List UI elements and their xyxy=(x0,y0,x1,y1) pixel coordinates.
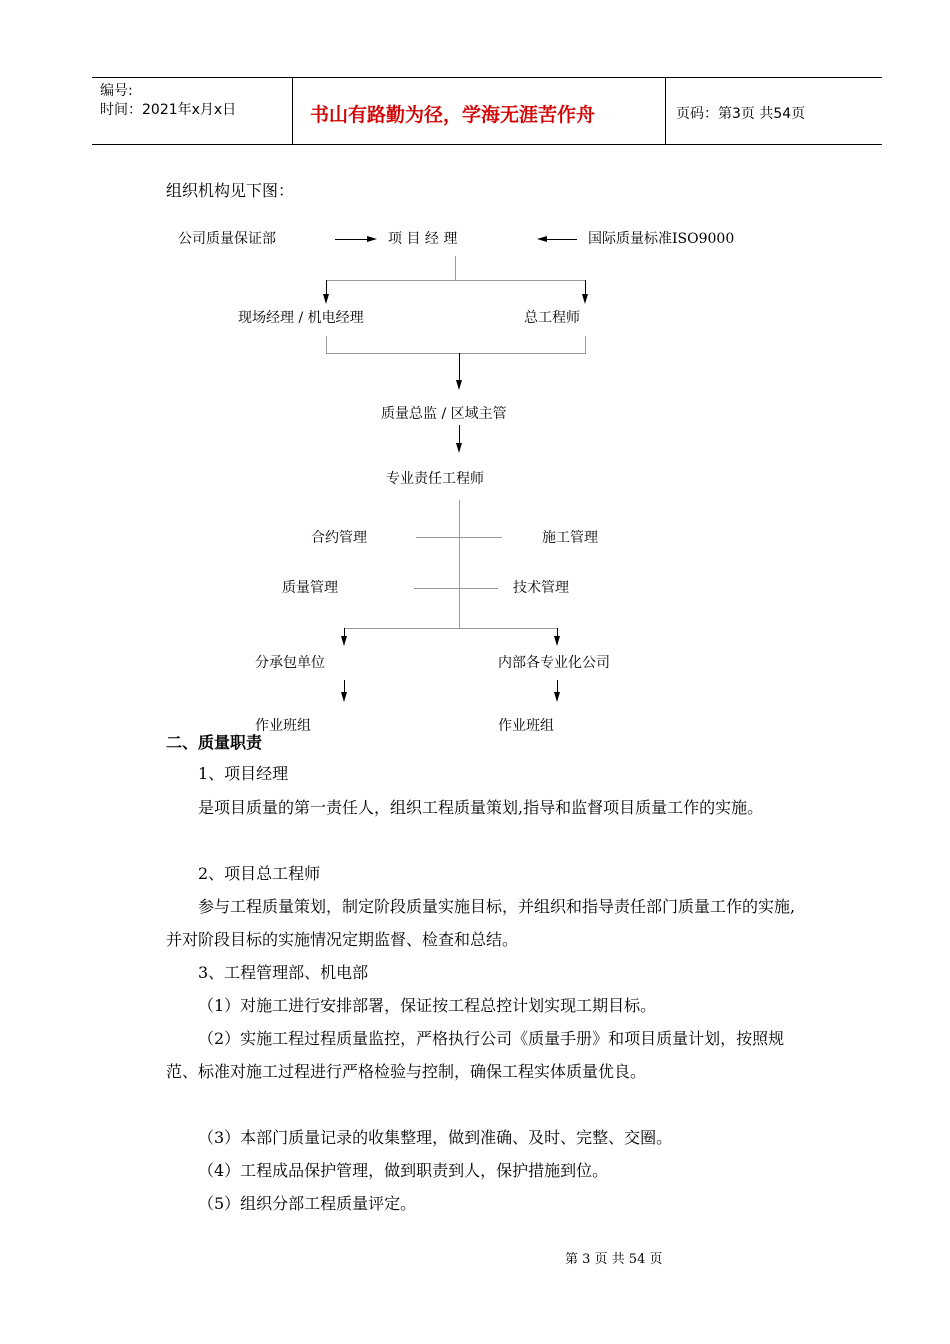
arrow-to-chief-engineer xyxy=(582,294,588,304)
node-team-left: 作业班组 xyxy=(255,718,311,734)
connector-to-se xyxy=(459,425,460,443)
node-chief-engineer: 总工程师 xyxy=(524,310,580,326)
connector-pm-down xyxy=(455,256,456,280)
node-company-qa: 公司质量保证部 xyxy=(178,231,276,247)
node-team-right: 作业班组 xyxy=(498,718,554,734)
node-quality-director: 质量总监 / 区域主管 xyxy=(381,406,507,422)
connector-merge-right xyxy=(585,336,586,353)
item-2-title: 2、项目总工程师 xyxy=(198,864,321,883)
arrow-to-team-right xyxy=(554,692,560,702)
org-intro: 组织机构见下图： xyxy=(166,181,295,200)
arrow-to-specialty-engineer xyxy=(456,443,462,453)
item-1-para: 是项目质量的第一责任人，组织工程质量策划,指导和监督项目质量工作的实施。 xyxy=(198,798,764,817)
header-divider-1 xyxy=(292,77,293,144)
arrow-line-right xyxy=(547,239,577,240)
connector-merge-left xyxy=(326,336,327,353)
connector-merge xyxy=(326,353,586,354)
connector-branch-2 xyxy=(344,628,558,629)
arrow-line-left xyxy=(335,239,367,240)
arrow-head-left xyxy=(537,236,547,242)
node-contract-mgmt: 合约管理 xyxy=(311,530,367,546)
node-technical-mgmt: 技术管理 xyxy=(513,580,569,596)
connector-left-2 xyxy=(344,628,345,636)
connector-to-qd xyxy=(459,353,460,380)
item-3-para-5: （5）组织分部工程质量评定。 xyxy=(198,1194,417,1213)
header-page-info: 页码：第3页 共54页 xyxy=(676,106,806,122)
header-top-rule xyxy=(92,77,882,78)
arrow-to-quality-director xyxy=(456,380,462,390)
item-3-para-3: （3）本部门质量记录的收集整理，做到准确、及时、完整、交圈。 xyxy=(198,1128,673,1147)
connector-left-1 xyxy=(326,280,327,294)
connector-left-3 xyxy=(344,680,345,692)
arrow-head-right xyxy=(367,236,377,242)
connector-branch-1 xyxy=(326,280,586,281)
connector-right-2 xyxy=(557,628,558,636)
connector-right-3 xyxy=(557,680,558,692)
node-specialty-engineer: 专业责任工程师 xyxy=(386,471,484,487)
arrow-to-team-left xyxy=(341,692,347,702)
item-1-title: 1、项目经理 xyxy=(198,764,289,783)
item-3-para-4: （4）工程成品保护管理，做到职责到人，保护措施到位。 xyxy=(198,1161,609,1180)
header-bottom-rule xyxy=(92,144,882,145)
node-subcontractor: 分承包单位 xyxy=(255,655,325,671)
section-heading: 二、质量职责 xyxy=(166,733,263,752)
node-site-manager: 现场经理 / 机电经理 xyxy=(238,310,364,326)
connector-row-1 xyxy=(416,537,502,538)
arrow-to-site-manager xyxy=(323,294,329,304)
connector-right-1 xyxy=(585,280,586,294)
connector-row-2 xyxy=(414,588,498,589)
node-construction-mgmt: 施工管理 xyxy=(542,530,598,546)
arrow-to-subcontractor xyxy=(341,636,347,646)
item-3-para-1: （1）对施工进行安排部署，保证按工程总控计划实现工期目标。 xyxy=(198,996,657,1015)
connector-vertical-main xyxy=(459,500,460,628)
doc-time-label: 时间：2021年x月x日 xyxy=(100,102,237,118)
page-footer: 第 3 页 共 54 页 xyxy=(565,1252,663,1267)
item-3-title: 3、工程管理部、机电部 xyxy=(198,963,369,982)
header-motto: 书山有路勤为径，学海无涯苦作舟 xyxy=(310,104,596,126)
arrow-to-internal-company xyxy=(554,636,560,646)
item-2-para: 参与工程质量策划，制定阶段质量实施目标，并组织和指导责任部门质量工作的实施,并对阶段目标的实施情况定期监督、检查和总结。 xyxy=(166,897,796,949)
doc-number-label: 编号: xyxy=(100,83,133,99)
node-quality-mgmt: 质量管理 xyxy=(282,580,338,596)
node-iso: 国际质量标准ISO9000 xyxy=(588,231,735,247)
item-3-para-2: （2）实施工程过程质量监控，严格执行公司《质量手册》和项目质量计划，按照规范、标准对施工过程进行严格检验与控制，确保工程实体质量优良。 xyxy=(166,1029,785,1081)
node-project-manager: 项 目 经 理 xyxy=(388,231,458,247)
header-divider-2 xyxy=(665,77,666,144)
node-internal-company: 内部各专业化公司 xyxy=(498,655,610,671)
